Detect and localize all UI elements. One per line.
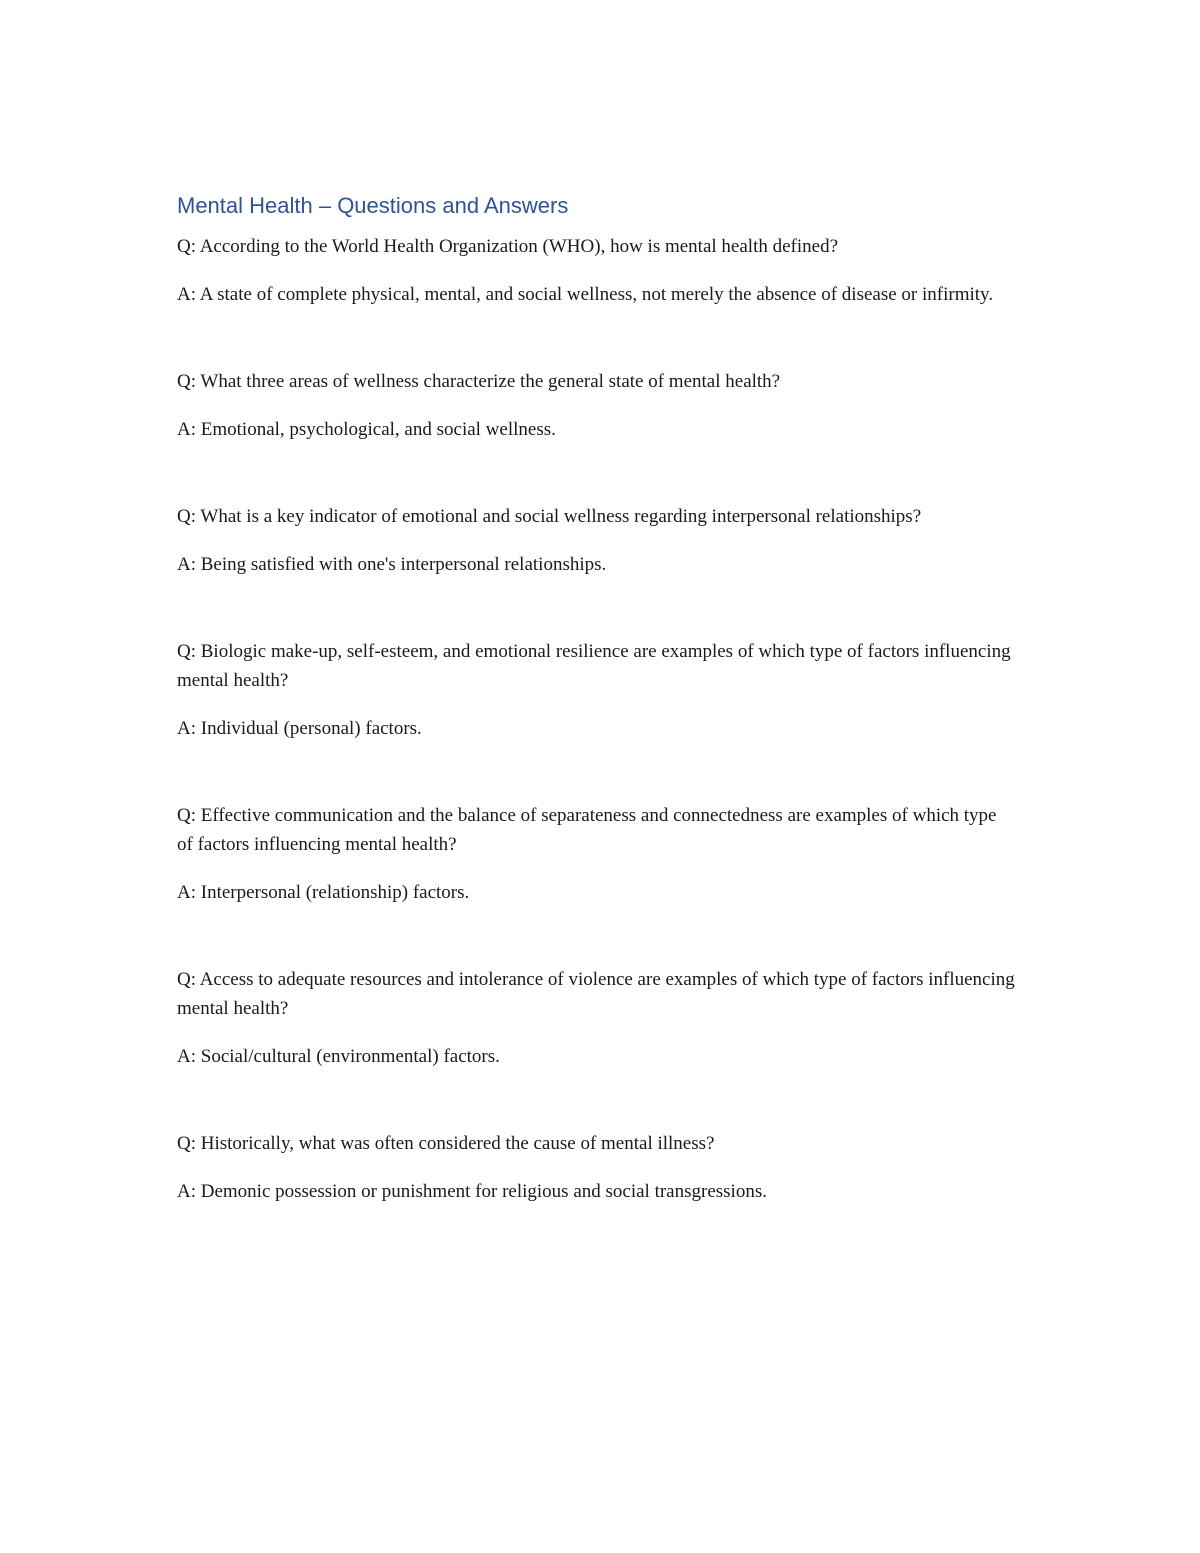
qa-item [177, 502, 1017, 579]
answer-text: A: A state of complete physical, mental, and social wellness, not merely the absence of disease or infirmity. [177, 284, 994, 305]
question-text: Q: According to the World Health Organization (WHO), how is mental health defined? [177, 236, 839, 257]
document-title: Mental Health – Questions and Answers [177, 193, 569, 218]
qa-item [177, 801, 1017, 907]
qa-item [177, 232, 1017, 309]
question-text: Q: Historically, what was often considered the cause of mental illness? [177, 1133, 715, 1154]
question-text: Q: Access to adequate resources and intolerance of violence are examples of which type of factors influencing mental health? [177, 969, 1015, 1019]
question-text: Q: Biologic make-up, self-esteem, and emotional resilience are examples of which type of factors influencing mental health? [177, 641, 1011, 691]
document-body [177, 190, 1017, 1206]
answer-text: A: Demonic possession or punishment for religious and social transgressions. [177, 1181, 767, 1202]
answer-text: A: Interpersonal (relationship) factors. [177, 882, 470, 903]
answer-text: A: Social/cultural (environmental) factors. [177, 1046, 500, 1067]
question-text: Q: Effective communication and the balance of separateness and connectedness are examples of which type of factors influencing mental health? [177, 805, 997, 855]
qa-item [177, 965, 1017, 1071]
answer-text: A: Individual (personal) factors. [177, 718, 422, 739]
qa-item [177, 1129, 1017, 1206]
answer-text: A: Being satisfied with one's interpersonal relationships. [177, 554, 607, 575]
qa-item [177, 367, 1017, 444]
question-text: Q: What three areas of wellness characterize the general state of mental health? [177, 371, 781, 392]
question-text: Q: What is a key indicator of emotional and social wellness regarding interpersonal relationships? [177, 506, 922, 527]
qa-item [177, 637, 1017, 743]
answer-text: A: Emotional, psychological, and social wellness. [177, 419, 556, 440]
